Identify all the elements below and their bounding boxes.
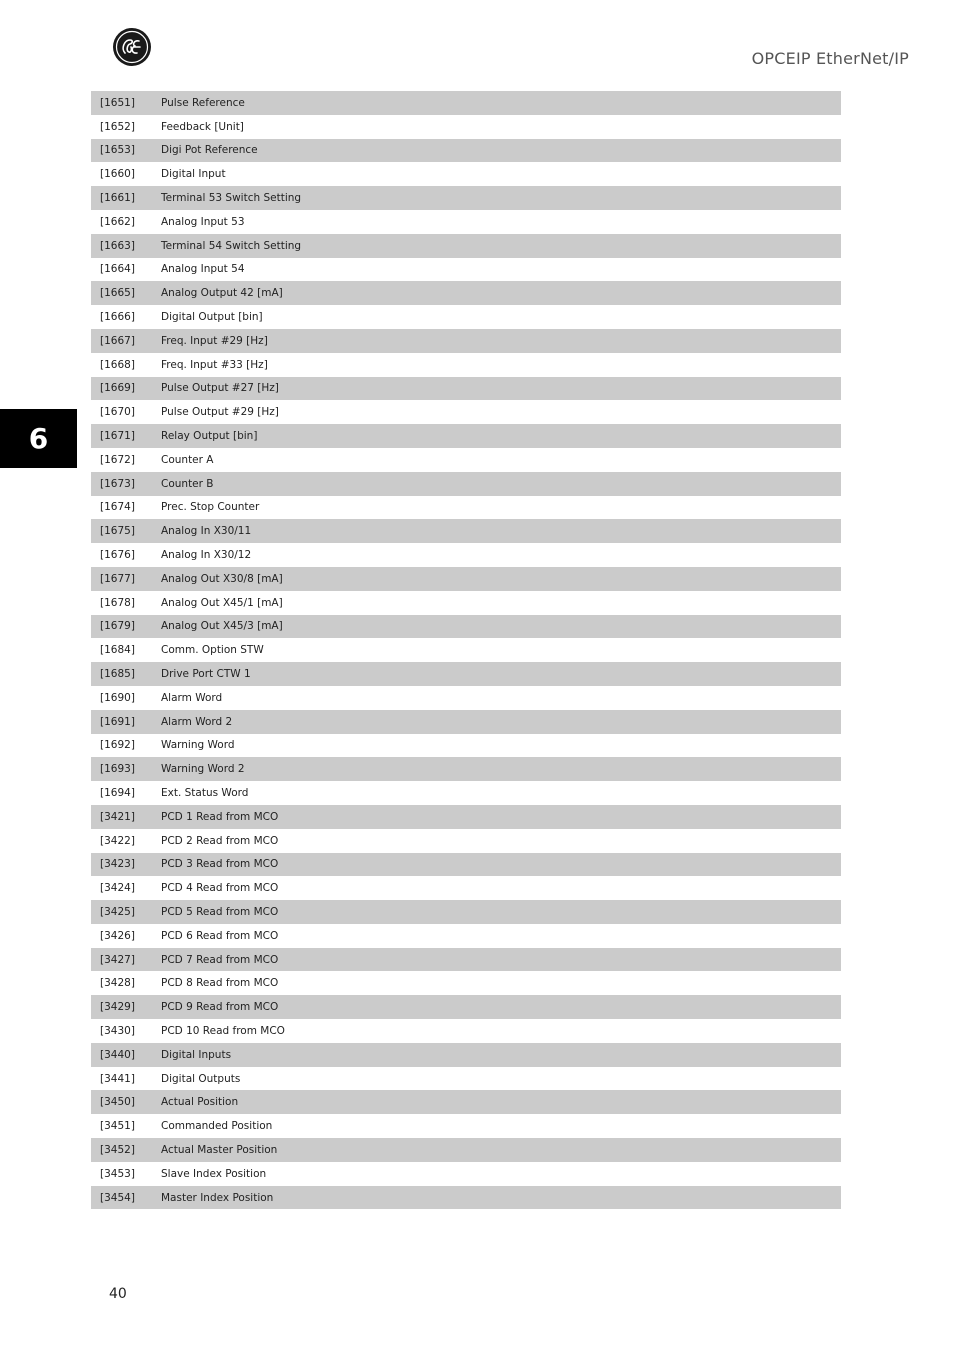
table-row bbox=[91, 186, 841, 210]
table-row bbox=[91, 353, 841, 377]
table-row bbox=[91, 995, 841, 1019]
parameter-number: [1652] bbox=[100, 120, 135, 133]
table-row bbox=[91, 876, 841, 900]
table-row bbox=[91, 1114, 841, 1138]
parameter-name: Feedback [Unit] bbox=[161, 120, 244, 133]
parameter-number: [1665] bbox=[100, 287, 135, 300]
table-row bbox=[91, 781, 841, 805]
parameter-number: [1679] bbox=[100, 620, 135, 633]
table-row bbox=[91, 258, 841, 282]
table-row bbox=[91, 662, 841, 686]
table-row bbox=[91, 829, 841, 853]
table-row bbox=[91, 567, 841, 591]
parameter-number: [3421] bbox=[100, 810, 135, 823]
parameter-name: Master Index Position bbox=[161, 1191, 274, 1204]
table-row bbox=[91, 686, 841, 710]
parameter-name: Terminal 53 Switch Setting bbox=[161, 192, 302, 205]
parameter-number: [1692] bbox=[100, 739, 135, 752]
table-row bbox=[91, 472, 841, 496]
parameter-number: [3453] bbox=[100, 1167, 135, 1180]
parameter-number: [1675] bbox=[100, 525, 135, 538]
parameter-number: [3423] bbox=[100, 858, 135, 871]
parameter-name: Pulse Output #27 [Hz] bbox=[161, 382, 279, 395]
parameter-name: Counter A bbox=[161, 453, 214, 466]
parameter-name: Pulse Reference bbox=[161, 96, 245, 109]
table-row bbox=[91, 234, 841, 258]
table-row bbox=[91, 448, 841, 472]
table-row bbox=[91, 805, 841, 829]
parameter-name: Slave Index Position bbox=[161, 1167, 267, 1180]
parameter-number: [3450] bbox=[100, 1096, 135, 1109]
table-row bbox=[91, 329, 841, 353]
parameter-name: Prec. Stop Counter bbox=[161, 501, 260, 514]
parameter-name: Digital Input bbox=[161, 168, 226, 181]
parameter-name: Analog In X30/12 bbox=[161, 549, 252, 562]
parameter-name: PCD 2 Read from MCO bbox=[161, 834, 279, 847]
parameter-name: PCD 5 Read from MCO bbox=[161, 905, 279, 918]
parameter-name: PCD 4 Read from MCO bbox=[161, 882, 279, 895]
parameter-name: Terminal 54 Switch Setting bbox=[161, 239, 302, 252]
parameter-name: PCD 1 Read from MCO bbox=[161, 810, 279, 823]
chapter-tab: 6 bbox=[0, 409, 77, 468]
parameter-number: [1677] bbox=[100, 572, 135, 585]
parameter-number: [3454] bbox=[100, 1191, 135, 1204]
parameter-number: [1674] bbox=[100, 501, 135, 514]
table-row bbox=[91, 1138, 841, 1162]
parameter-name: PCD 6 Read from MCO bbox=[161, 929, 279, 942]
parameter-name: PCD 9 Read from MCO bbox=[161, 1001, 279, 1014]
parameter-number: [1685] bbox=[100, 668, 135, 681]
parameter-number: [3451] bbox=[100, 1120, 135, 1133]
table-row bbox=[91, 1090, 841, 1114]
parameter-number: [3429] bbox=[100, 1001, 135, 1014]
table-row bbox=[91, 377, 841, 401]
parameter-number: [1661] bbox=[100, 192, 135, 205]
table-row bbox=[91, 1186, 841, 1210]
parameter-name: Analog Input 54 bbox=[161, 263, 245, 276]
parameter-number: [1666] bbox=[100, 311, 135, 324]
table-row bbox=[91, 281, 841, 305]
parameter-number: [1694] bbox=[100, 787, 135, 799]
parameter-name: Ext. Status Word bbox=[161, 787, 249, 799]
table-row bbox=[91, 591, 841, 615]
parameter-name: Counter B bbox=[161, 477, 214, 490]
parameter-name: Drive Port CTW 1 bbox=[161, 668, 251, 681]
parameter-number: [3427] bbox=[100, 953, 135, 966]
parameter-name: Analog Input 53 bbox=[161, 215, 245, 228]
parameter-name: PCD 10 Read from MCO bbox=[161, 1024, 285, 1037]
parameter-name: Pulse Output #29 [Hz] bbox=[161, 406, 279, 419]
parameter-number: [1672] bbox=[100, 453, 135, 466]
parameter-name: Digital Output [bin] bbox=[161, 311, 263, 324]
parameter-name: Digital Inputs bbox=[161, 1048, 232, 1061]
ge-logo-icon bbox=[112, 27, 152, 67]
table-row bbox=[91, 948, 841, 972]
parameter-table bbox=[91, 91, 841, 1209]
parameter-number: [1684] bbox=[100, 644, 135, 657]
parameter-number: [1669] bbox=[100, 382, 135, 395]
parameter-name: Commanded Position bbox=[161, 1120, 273, 1133]
table-row bbox=[91, 1162, 841, 1186]
table-row bbox=[91, 638, 841, 662]
document-title: OPCEIP EtherNet/IP bbox=[751, 49, 909, 68]
table-row bbox=[91, 543, 841, 567]
parameter-name: PCD 3 Read from MCO bbox=[161, 858, 279, 871]
table-row bbox=[91, 924, 841, 948]
table-row bbox=[91, 757, 841, 781]
parameter-number: [1673] bbox=[100, 477, 135, 490]
table-row bbox=[91, 210, 841, 234]
parameter-number: [1671] bbox=[100, 430, 135, 443]
parameter-name: Warning Word 2 bbox=[161, 763, 245, 776]
table-row bbox=[91, 305, 841, 329]
table-row bbox=[91, 115, 841, 139]
parameter-name: Comm. Option STW bbox=[161, 644, 264, 657]
table-row bbox=[91, 971, 841, 995]
parameter-name: Digi Pot Reference bbox=[161, 144, 258, 157]
parameter-number: [3424] bbox=[100, 882, 135, 895]
parameter-name: Actual Position bbox=[161, 1096, 239, 1109]
parameter-number: [3440] bbox=[100, 1048, 135, 1061]
parameter-number: [3428] bbox=[100, 977, 135, 990]
parameter-name: Alarm Word bbox=[161, 691, 223, 704]
table-row bbox=[91, 139, 841, 163]
parameter-name: Analog In X30/11 bbox=[161, 525, 252, 538]
table-row bbox=[91, 400, 841, 424]
parameter-name: PCD 8 Read from MCO bbox=[161, 977, 279, 990]
parameter-number: [1691] bbox=[100, 715, 135, 728]
parameter-number: [1653] bbox=[100, 144, 135, 157]
parameter-number: [1690] bbox=[100, 691, 135, 704]
parameter-number: [3452] bbox=[100, 1143, 135, 1156]
parameter-number: [1667] bbox=[100, 334, 135, 347]
parameter-number: [3430] bbox=[100, 1024, 135, 1037]
parameter-number: [3422] bbox=[100, 834, 135, 847]
table-row bbox=[91, 496, 841, 520]
parameter-name: Analog Output 42 [mA] bbox=[161, 287, 283, 300]
table-row bbox=[91, 424, 841, 448]
parameter-name: Alarm Word 2 bbox=[161, 715, 233, 728]
parameter-number: [3441] bbox=[100, 1072, 135, 1085]
table-row bbox=[91, 1043, 841, 1067]
parameter-name: Warning Word bbox=[161, 739, 235, 752]
parameter-name: Analog Out X45/1 [mA] bbox=[161, 596, 283, 609]
parameter-number: [1651] bbox=[100, 96, 135, 109]
parameter-number: [1660] bbox=[100, 168, 135, 181]
page-number: 40 bbox=[109, 1286, 127, 1302]
table-row bbox=[91, 710, 841, 734]
parameter-number: [1668] bbox=[100, 358, 135, 371]
parameter-name: Freq. Input #29 [Hz] bbox=[161, 334, 268, 347]
parameter-number: [1676] bbox=[100, 549, 135, 562]
parameter-name: Freq. Input #33 [Hz] bbox=[161, 358, 268, 371]
parameter-name: PCD 7 Read from MCO bbox=[161, 953, 279, 966]
parameter-number: [3425] bbox=[100, 905, 135, 918]
table-row bbox=[91, 91, 841, 115]
table-row bbox=[91, 853, 841, 877]
parameter-number: [1693] bbox=[100, 763, 135, 776]
parameter-number: [1662] bbox=[100, 215, 135, 228]
table-row bbox=[91, 1067, 841, 1091]
table-row bbox=[91, 162, 841, 186]
parameter-number: [1664] bbox=[100, 263, 135, 276]
table-row bbox=[91, 900, 841, 924]
parameter-number: [3426] bbox=[100, 929, 135, 942]
parameter-number: [1678] bbox=[100, 596, 135, 609]
parameter-name: Analog Out X45/3 [mA] bbox=[161, 620, 283, 633]
parameter-name: Relay Output [bin] bbox=[161, 430, 258, 443]
table-row bbox=[91, 1019, 841, 1043]
parameter-name: Analog Out X30/8 [mA] bbox=[161, 572, 283, 585]
parameter-number: [1670] bbox=[100, 406, 135, 419]
parameter-name: Digital Outputs bbox=[161, 1072, 241, 1085]
table-row bbox=[91, 519, 841, 543]
table-row bbox=[91, 734, 841, 758]
table-row bbox=[91, 615, 841, 639]
parameter-number: [1663] bbox=[100, 239, 135, 252]
parameter-name: Actual Master Position bbox=[161, 1143, 278, 1156]
